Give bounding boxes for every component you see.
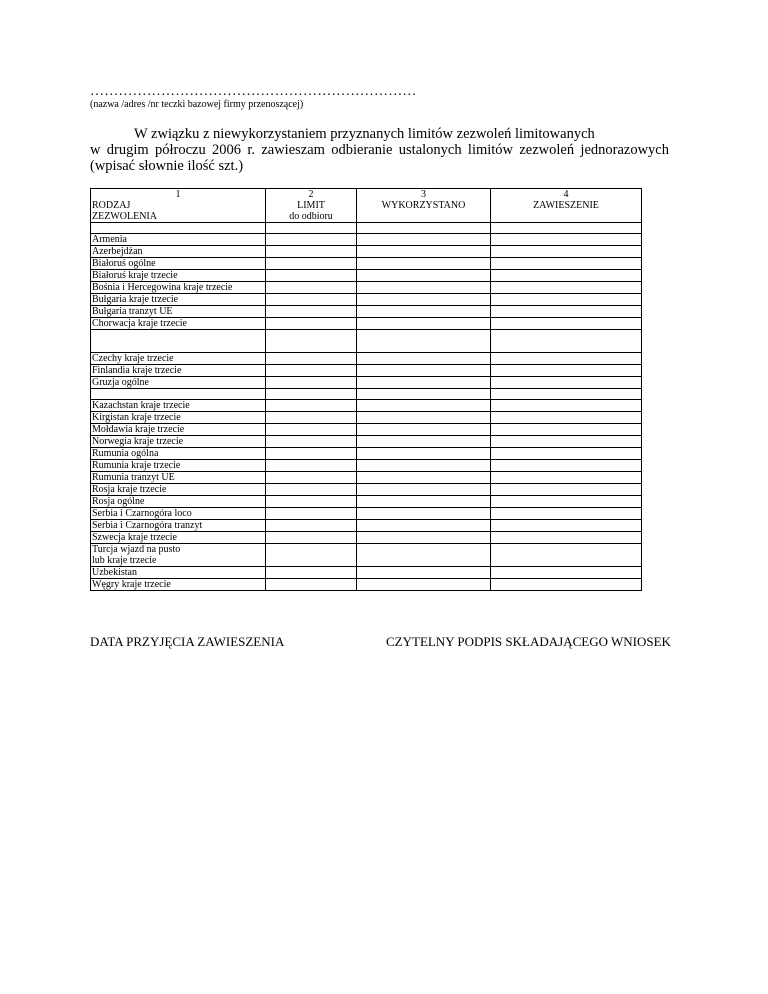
used-cell[interactable] xyxy=(357,234,491,246)
col1-title-a: RODZAJ xyxy=(92,200,131,211)
used-cell[interactable] xyxy=(357,223,491,234)
limit-cell[interactable] xyxy=(266,520,357,532)
limit-cell[interactable] xyxy=(266,294,357,306)
header-col-2 xyxy=(266,189,357,223)
permit-type-label: Chorwacja kraje trzecie xyxy=(92,318,187,329)
used-cell[interactable] xyxy=(357,424,491,436)
col2-title-a: LIMIT xyxy=(297,200,325,211)
permit-type-label: Rumunia tranzyt UE xyxy=(92,472,175,483)
limit-cell[interactable] xyxy=(266,532,357,544)
permit-type-cell xyxy=(91,579,266,591)
suspension-cell[interactable] xyxy=(491,472,642,484)
limit-cell[interactable] xyxy=(266,389,357,400)
limit-cell[interactable] xyxy=(266,258,357,270)
header-col-3 xyxy=(357,189,491,223)
table-row xyxy=(91,579,642,591)
used-cell[interactable] xyxy=(357,282,491,294)
col4-title: ZAWIESZENIE xyxy=(533,200,599,211)
permit-type-cell xyxy=(91,567,266,579)
suspension-cell[interactable] xyxy=(491,223,642,234)
permit-type-cell xyxy=(91,258,266,270)
limit-cell[interactable] xyxy=(266,282,357,294)
permit-type-label: Bośnia i Hercegowina kraje trzecie xyxy=(92,282,233,293)
suspension-cell[interactable] xyxy=(491,567,642,579)
used-cell[interactable] xyxy=(357,377,491,389)
table-row xyxy=(91,258,642,270)
limit-cell[interactable] xyxy=(266,496,357,508)
used-cell[interactable] xyxy=(357,472,491,484)
permit-type-cell xyxy=(91,472,266,484)
permit-type-label: Serbia i Czarnogóra tranzyt xyxy=(92,520,203,531)
limit-cell[interactable] xyxy=(266,567,357,579)
limit-cell[interactable] xyxy=(266,579,357,591)
permit-type-label: Białoruś ogólne xyxy=(92,258,156,269)
used-cell[interactable] xyxy=(357,318,491,330)
used-cell[interactable] xyxy=(357,330,491,353)
used-cell[interactable] xyxy=(357,579,491,591)
suspension-cell[interactable] xyxy=(491,544,642,567)
permit-type-label: Rumunia kraje trzecie xyxy=(92,460,181,471)
acceptance-date-label: DATA PRZYJĘCIA ZAWIESZENIA xyxy=(90,634,285,649)
permit-type-label: Armenia xyxy=(92,234,127,245)
permit-type-label: Rumunia ogólna xyxy=(92,448,159,459)
table-row xyxy=(91,496,642,508)
table-row xyxy=(91,377,642,389)
permit-type-cell xyxy=(91,424,266,436)
suspension-cell[interactable] xyxy=(491,258,642,270)
permit-type-cell xyxy=(91,544,266,567)
limit-cell[interactable] xyxy=(266,306,357,318)
table-row xyxy=(91,294,642,306)
permit-type-cell xyxy=(91,460,266,472)
permit-type-cell xyxy=(91,234,266,246)
suspension-cell[interactable] xyxy=(491,246,642,258)
suspension-cell[interactable] xyxy=(491,484,642,496)
limit-cell[interactable] xyxy=(266,318,357,330)
permit-type-cell xyxy=(91,330,266,353)
table-row xyxy=(91,472,642,484)
address-dotted-line[interactable]: …………………………………………………………… xyxy=(90,84,417,99)
signature-label: CZYTELNY PODPIS SKŁADAJĄCEGO WNIOSEK xyxy=(386,634,671,649)
limit-cell[interactable] xyxy=(266,412,357,424)
suspension-cell[interactable] xyxy=(491,318,642,330)
suspension-cell[interactable] xyxy=(491,377,642,389)
table-row xyxy=(91,448,642,460)
permit-type-cell xyxy=(91,306,266,318)
limit-cell[interactable] xyxy=(266,270,357,282)
table-row xyxy=(91,424,642,436)
permit-type-cell xyxy=(91,520,266,532)
permit-type-label: Gruzja ogólne xyxy=(92,377,149,388)
suspension-cell[interactable] xyxy=(491,365,642,377)
suspension-cell[interactable] xyxy=(491,436,642,448)
permit-type-label: Kazachstan kraje trzecie xyxy=(92,400,190,411)
suspension-cell[interactable] xyxy=(491,353,642,365)
table-row xyxy=(91,223,642,234)
used-cell[interactable] xyxy=(357,484,491,496)
suspension-cell[interactable] xyxy=(491,448,642,460)
permit-type-cell xyxy=(91,294,266,306)
suspension-cell[interactable] xyxy=(491,508,642,520)
table-row xyxy=(91,282,642,294)
col-number-2: 2 xyxy=(308,189,314,200)
intro-line-3: (wpisać słownie ilość szt.) xyxy=(90,158,244,174)
used-cell[interactable] xyxy=(357,496,491,508)
limit-cell[interactable] xyxy=(266,448,357,460)
table-row xyxy=(91,400,642,412)
limit-cell[interactable] xyxy=(266,223,357,234)
suspension-cell[interactable] xyxy=(491,496,642,508)
permit-type-label: Uzbekistan xyxy=(92,567,137,578)
limit-cell[interactable] xyxy=(266,424,357,436)
suspension-cell[interactable] xyxy=(491,520,642,532)
used-cell[interactable] xyxy=(357,270,491,282)
used-cell[interactable] xyxy=(357,436,491,448)
intro-line-1: W związku z niewykorzystaniem przyznanych limitów zezwoleń limitowanych xyxy=(134,126,595,142)
permit-type-label: Serbia i Czarnogóra loco xyxy=(92,508,192,519)
permit-type-label: Finlandia kraje trzecie xyxy=(92,365,182,376)
used-cell[interactable] xyxy=(357,508,491,520)
permit-type-cell xyxy=(91,365,266,377)
permit-type-cell xyxy=(91,318,266,330)
limit-cell[interactable] xyxy=(266,460,357,472)
permit-type-cell xyxy=(91,223,266,234)
table-row xyxy=(91,567,642,579)
suspension-cell[interactable] xyxy=(491,270,642,282)
limit-cell[interactable] xyxy=(266,436,357,448)
used-cell[interactable] xyxy=(357,389,491,400)
permit-type-label: Szwecja kraje trzecie xyxy=(92,532,177,543)
permit-type-label: Kirgistan kraje trzecie xyxy=(92,412,181,423)
permit-type-cell xyxy=(91,246,266,258)
header-col-4 xyxy=(491,189,642,223)
col-number-4: 4 xyxy=(563,189,569,200)
used-cell[interactable] xyxy=(357,365,491,377)
permit-type-cell xyxy=(91,400,266,412)
used-cell[interactable] xyxy=(357,520,491,532)
used-cell[interactable] xyxy=(357,306,491,318)
table-row xyxy=(91,353,642,365)
suspension-cell[interactable] xyxy=(491,389,642,400)
limit-cell[interactable] xyxy=(266,544,357,567)
used-cell[interactable] xyxy=(357,246,491,258)
permit-type-label: Rosja ogólne xyxy=(92,496,145,507)
limit-cell[interactable] xyxy=(266,330,357,353)
intro-paragraph xyxy=(90,126,669,174)
used-cell[interactable] xyxy=(357,544,491,567)
table-row xyxy=(91,532,642,544)
suspension-cell[interactable] xyxy=(491,579,642,591)
permit-type-cell xyxy=(91,282,266,294)
col2-title-b: do odbioru xyxy=(289,211,333,222)
intro-line-2: w drugim półroczu 2006 r. zawieszam odbieranie ustalonych limitów zezwoleń jednorazowych xyxy=(90,142,669,158)
col-number-1: 1 xyxy=(175,189,181,200)
permit-type-label: Czechy kraje trzecie xyxy=(92,353,174,364)
limit-cell[interactable] xyxy=(266,365,357,377)
used-cell[interactable] xyxy=(357,294,491,306)
permit-type-cell xyxy=(91,496,266,508)
permit-type-label: Węgry kraje trzecie xyxy=(92,579,171,590)
limit-cell[interactable] xyxy=(266,353,357,365)
table-row xyxy=(91,234,642,246)
permit-type-label: Norwegia kraje trzecie xyxy=(92,436,184,447)
header-col-1 xyxy=(91,189,266,223)
permit-type-label: Mołdawia kraje trzecie xyxy=(92,424,185,435)
permit-type-cell xyxy=(91,389,266,400)
suspension-cell[interactable] xyxy=(491,330,642,353)
table-row xyxy=(91,330,642,353)
limit-cell[interactable] xyxy=(266,377,357,389)
suspension-cell[interactable] xyxy=(491,294,642,306)
used-cell[interactable] xyxy=(357,400,491,412)
permit-type-label: Azerbejdżan xyxy=(92,246,143,257)
permit-type-label: Rosja kraje trzecie xyxy=(92,484,167,495)
suspension-cell[interactable] xyxy=(491,412,642,424)
table-row xyxy=(91,365,642,377)
suspension-cell[interactable] xyxy=(491,306,642,318)
table-row xyxy=(91,389,642,400)
permit-type-label: Turcja wjazd na pusto xyxy=(92,544,181,555)
permit-type-cell xyxy=(91,448,266,460)
permit-type-cell xyxy=(91,412,266,424)
suspension-cell[interactable] xyxy=(491,234,642,246)
permit-type-cell xyxy=(91,508,266,520)
table-row xyxy=(91,544,642,567)
used-cell[interactable] xyxy=(357,460,491,472)
limit-cell[interactable] xyxy=(266,484,357,496)
suspension-cell[interactable] xyxy=(491,460,642,472)
table-row xyxy=(91,270,642,282)
used-cell[interactable] xyxy=(357,448,491,460)
used-cell[interactable] xyxy=(357,258,491,270)
permit-type-label: Bułgaria kraje trzecie xyxy=(92,294,179,305)
col3-title: WYKORZYSTANO xyxy=(381,200,466,211)
table-row xyxy=(91,508,642,520)
suspension-cell[interactable] xyxy=(491,532,642,544)
used-cell[interactable] xyxy=(357,567,491,579)
col1-title-b: ZEZWOLENIA xyxy=(92,211,157,222)
address-caption: (nazwa /adres /nr teczki bazowej firmy przenoszącej) xyxy=(90,99,304,110)
permit-type-label: Bułgaria tranzyt UE xyxy=(92,306,173,317)
table-row xyxy=(91,318,642,330)
table-row xyxy=(91,246,642,258)
permit-type-label: Białoruś kraje trzecie xyxy=(92,270,178,281)
table-row xyxy=(91,306,642,318)
table-row xyxy=(91,412,642,424)
table-row xyxy=(91,460,642,472)
permit-type-cell xyxy=(91,484,266,496)
limit-cell[interactable] xyxy=(266,508,357,520)
suspension-cell[interactable] xyxy=(491,400,642,412)
suspension-cell[interactable] xyxy=(491,424,642,436)
used-cell[interactable] xyxy=(357,353,491,365)
col-number-3: 3 xyxy=(421,189,426,200)
table-row xyxy=(91,484,642,496)
permit-type-cell xyxy=(91,270,266,282)
permits-table xyxy=(90,188,642,591)
limit-cell[interactable] xyxy=(266,246,357,258)
limit-cell[interactable] xyxy=(266,400,357,412)
used-cell[interactable] xyxy=(357,532,491,544)
table-row xyxy=(91,520,642,532)
permit-type-cell xyxy=(91,532,266,544)
permit-type-cell xyxy=(91,377,266,389)
limit-cell[interactable] xyxy=(266,234,357,246)
permit-type-cell xyxy=(91,353,266,365)
table-header-row xyxy=(91,189,642,223)
limit-cell[interactable] xyxy=(266,472,357,484)
permit-type-label: lub kraje trzecie xyxy=(92,555,157,566)
used-cell[interactable] xyxy=(357,412,491,424)
permit-type-cell xyxy=(91,436,266,448)
suspension-cell[interactable] xyxy=(491,282,642,294)
table-row xyxy=(91,436,642,448)
